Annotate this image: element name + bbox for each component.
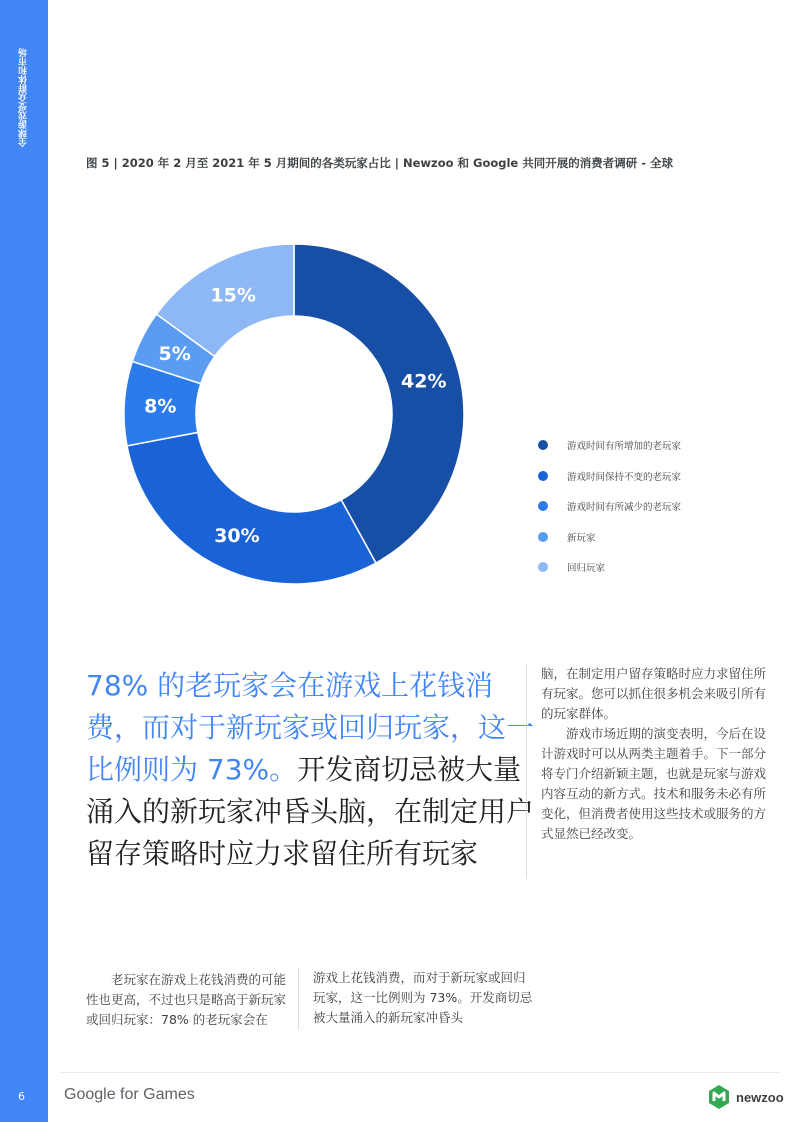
legend-item	[538, 491, 681, 522]
slice-label-1: 42%	[401, 370, 447, 393]
right-paragraph-1: 脑，在制定用户留存策略时应力求留住所有玩家。您可以抓住很多机会来吸引所有的玩家群体。	[541, 666, 767, 721]
legend-label: 游戏时间保持不变的老玩家	[567, 471, 682, 483]
legend-swatch	[538, 562, 548, 572]
slice-2	[127, 432, 376, 584]
headline-highlight: 78% 的老玩家会在游戏上花钱消费，而对于新玩家或回归玩家，这一比例则为 73%。	[86, 669, 535, 786]
right-column	[526, 664, 771, 879]
slice-label-5: 15%	[210, 284, 256, 307]
section-title: 全球游戏受众群体和市场	[19, 48, 29, 147]
slice-label-4: 5%	[158, 343, 191, 366]
page-number: 6	[18, 1090, 25, 1103]
newzoo-logo	[705, 1083, 785, 1111]
body-paragraph-left: 老玩家在游戏上花钱消费的可能性也更高，不过也只是略高于新玩家或回归玩家：78% 的老玩家会在	[86, 972, 287, 1027]
footer-divider	[60, 1072, 780, 1073]
legend-item	[538, 522, 681, 553]
legend-swatch	[538, 501, 548, 511]
legend-item	[538, 461, 681, 492]
slice-label-2: 30%	[214, 525, 260, 548]
figure-caption: 图 5 | 2020 年 2 月至 2021 年 5 月期间的各类玩家占比 | Newzoo 和 Google 共同开展的消费者调研 - 全球	[86, 156, 674, 170]
legend-label: 游戏时间有所减少的老玩家	[567, 502, 682, 514]
legend-label: 新玩家	[567, 532, 596, 544]
legend-swatch	[538, 471, 548, 481]
legend-item	[538, 552, 681, 583]
legend-swatch	[538, 440, 548, 450]
headline-text: 开发商切忌被大量涌入的新玩家冲昏头脑，在制定用户留存策略时应力求留住所有玩家	[86, 753, 535, 870]
newzoo-wordmark: newzoo	[736, 1089, 784, 1105]
google-for-games-logo: Google for Games	[64, 1086, 195, 1103]
legend-label: 回归玩家	[567, 563, 606, 575]
headline	[86, 665, 536, 875]
legend-label: 游戏时间有所增加的老玩家	[567, 441, 682, 453]
legend-item	[538, 430, 681, 461]
chart-legend	[538, 430, 681, 583]
right-paragraph-2: 游戏市场近期的演变表明，今后在设计游戏时可以从两类主题着手。下一部分将专门介绍新颖主题，也就是玩家与游戏内容互动的新方式。技术和服务未必有所变化，但消费者使用这些技术或服务的方式显然已经改变。	[541, 726, 767, 841]
legend-swatch	[538, 532, 548, 542]
body-paragraph-right: 游戏上花钱消费，而对于新玩家或回归玩家，这一比例则为 73%。开发商切忌被大量涌入的新玩家冲昏头	[298, 968, 533, 1030]
donut-chart	[110, 230, 480, 600]
slice-label-3: 8%	[144, 395, 177, 418]
newzoo-mark-icon	[705, 1083, 733, 1111]
sidebar	[0, 0, 48, 1122]
